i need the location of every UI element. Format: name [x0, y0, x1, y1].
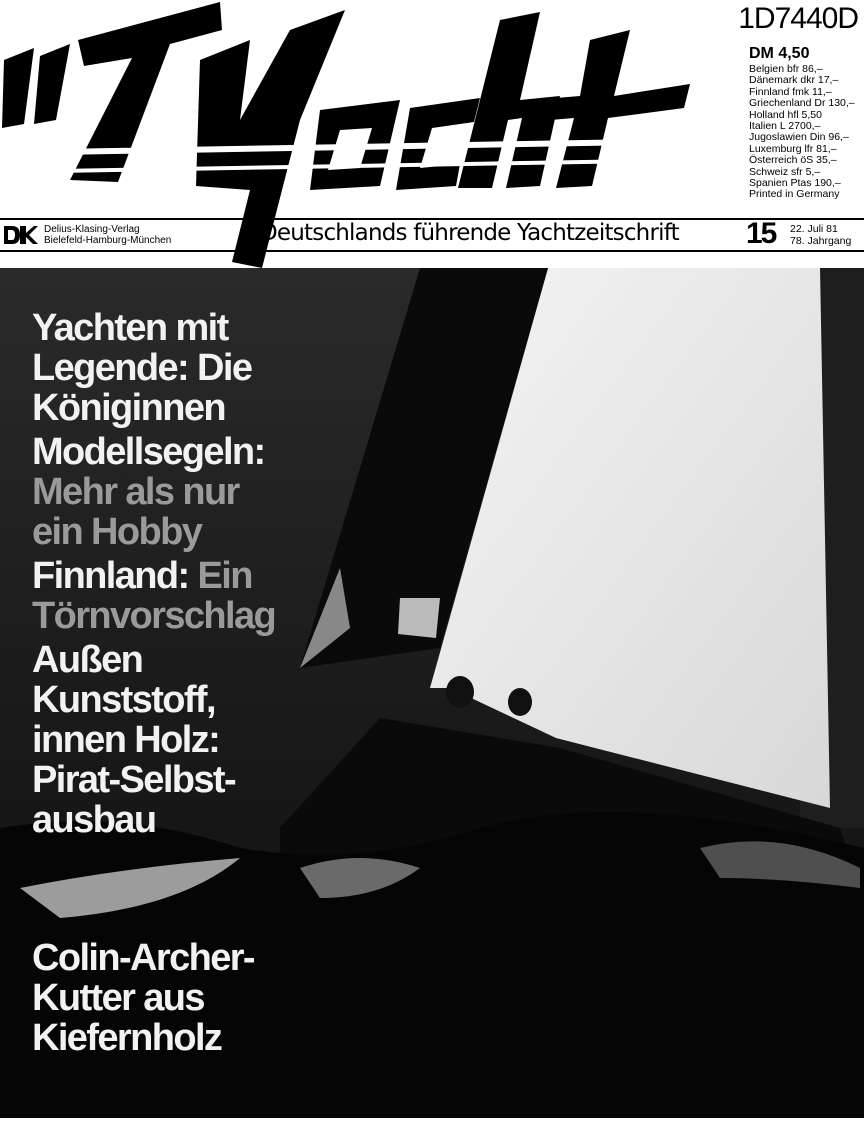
issue-number: 15	[746, 217, 776, 250]
headline-line: Yachten mit	[32, 307, 228, 349]
price-item: Printed in Germany	[749, 188, 840, 201]
price-germany: DM 4,50	[749, 45, 810, 62]
issue-code: 1D7440D	[738, 2, 858, 35]
price-item: Holland hfl 5,50	[749, 108, 822, 121]
headline-line: Modellsegeln:	[32, 431, 265, 473]
price-list	[749, 64, 861, 201]
price-item: Finnland fmk 11,–	[749, 85, 832, 98]
issue-date-block	[790, 224, 851, 247]
price-item: Luxemburg lfr 81,–	[749, 142, 837, 155]
headline-line: Colin-Archer-	[32, 937, 254, 979]
price-item: Italien L 2700,–	[749, 120, 821, 133]
publisher	[4, 224, 171, 246]
headline-line: Törnvorschlag	[32, 595, 276, 637]
price-block	[749, 44, 861, 201]
headline-colin-archer	[32, 938, 332, 1062]
issue-volume: 78. Jahrgang	[790, 234, 852, 247]
headline-finnland	[32, 556, 332, 636]
headline-line: Königinnen	[32, 387, 225, 429]
price-item: Dänemark dkr 17,–	[749, 74, 839, 87]
headline-line: ausbau	[32, 799, 156, 841]
headline-line: Pirat-Selbst-	[32, 759, 236, 801]
tagline: Deutschlands führende Yachtzeitschrift	[260, 220, 679, 246]
headline-pirat	[32, 640, 332, 840]
headline-line: Kutter aus	[32, 977, 204, 1019]
headline-line: ein Hobby	[32, 511, 202, 553]
headline-line: Kiefernholz	[32, 1017, 222, 1059]
headline-modellsegeln	[32, 432, 332, 552]
price-item: Österreich öS 35,–	[749, 154, 837, 167]
price-item: Belgien bfr 86,–	[749, 63, 823, 75]
price-item: Spanien Ptas 190,–	[749, 177, 841, 190]
headline-line: Finnland: Ein	[32, 555, 252, 597]
headline-line: innen Holz:	[32, 719, 220, 761]
masthead-rule-bottom	[0, 250, 864, 252]
price-item: Schweiz sfr 5,–	[749, 165, 821, 178]
price-item: Griechenland Dr 130,–	[749, 97, 855, 110]
dk-logo-icon	[4, 226, 38, 244]
issue-date: 22. Juli 81	[790, 223, 838, 235]
price-item: Jugoslawien Din 96,–	[749, 131, 849, 144]
publisher-cities: Bielefeld-Hamburg-München	[44, 235, 172, 246]
cover-headlines	[32, 308, 332, 844]
headline-line: Mehr als nur	[32, 471, 239, 513]
headline-koeniginnen	[32, 308, 332, 428]
publisher-name: Delius-Klasing-Verlag	[44, 224, 140, 235]
headline-line: Legende: Die	[32, 347, 252, 389]
headline-line: Außen	[32, 639, 143, 681]
headline-line: Kunststoff,	[32, 679, 215, 721]
